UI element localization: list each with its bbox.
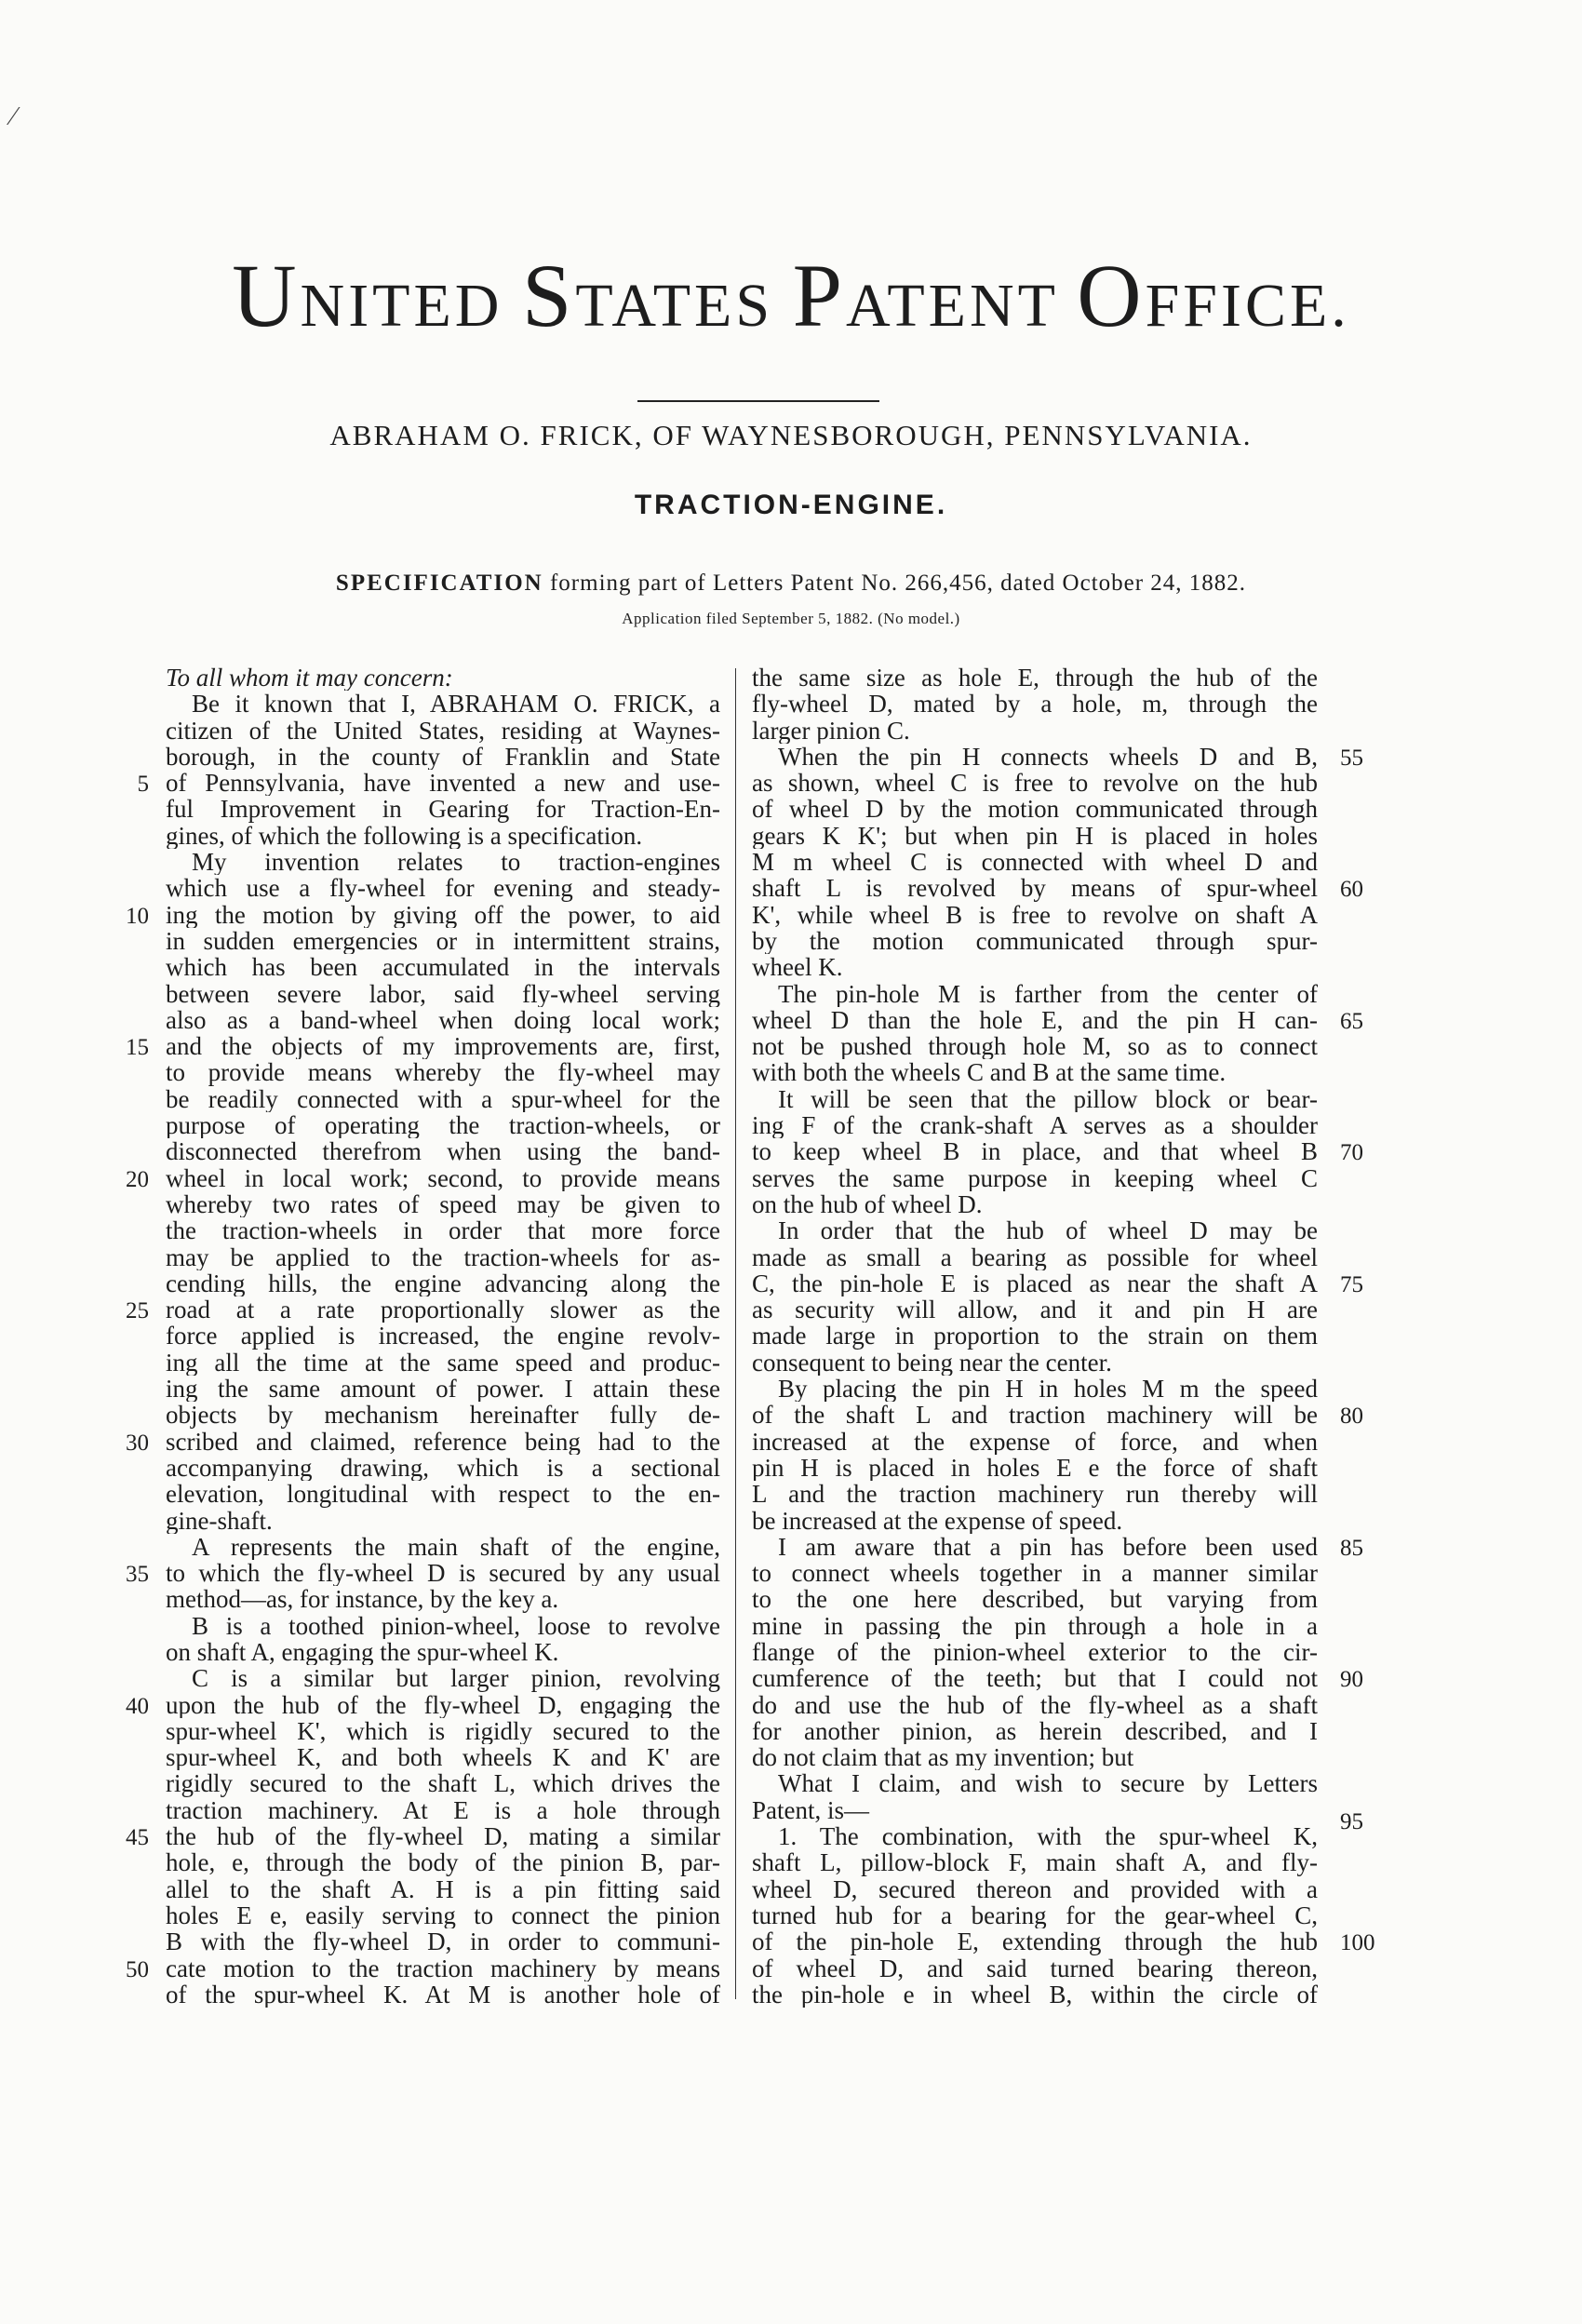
text-line: wheel K.: [752, 954, 843, 981]
line-number: 95: [1340, 1809, 1363, 1835]
text-line: To all whom it may concern:: [166, 665, 453, 692]
text-line: I am aware that a pin has before been used: [778, 1533, 1318, 1561]
text-line: by the motion communicated through spur-: [752, 927, 1318, 955]
text-line: wheel D, secured thereon and provided with a: [752, 1875, 1318, 1902]
text-line: K', while wheel B is free to revolve on shaft A: [752, 901, 1318, 928]
text-line: elevation, longitudinal with respect to the en-: [166, 1481, 720, 1508]
text-line: gears K K'; but when pin H is placed in holes: [752, 822, 1318, 850]
text-line: Patent, is—: [752, 1796, 869, 1824]
text-line: for another pinion, as herein described, and I: [752, 1717, 1318, 1745]
text-line: In order that the hub of wheel D may be: [778, 1217, 1318, 1244]
text-line: to connect wheels together in a manner similar: [752, 1560, 1318, 1587]
text-line: serves the same purpose in keeping wheel C: [752, 1164, 1318, 1191]
text-line: B with the fly-wheel D, in order to communi-: [166, 1928, 720, 1955]
title-divider-rule: [637, 400, 879, 402]
text-line: to which the fly-wheel D is secured by any usual: [166, 1560, 720, 1587]
text-line: also as a band-wheel when doing local work;: [166, 1006, 720, 1034]
text-line: When the pin H connects wheels D and B,: [778, 743, 1318, 771]
office-title-cap: U: [232, 246, 301, 345]
text-line: be increased at the expense of speed.: [752, 1507, 1123, 1534]
text-line: do not claim that as my invention; but: [752, 1744, 1134, 1771]
line-number: 5: [137, 772, 149, 798]
line-number: 100: [1340, 1930, 1375, 1956]
text-line: rigidly secured to the shaft L, which drives the: [166, 1770, 720, 1797]
line-number: 10: [126, 903, 149, 929]
line-number: 55: [1340, 745, 1363, 771]
text-line: What I claim, and wish to secure by Letters: [778, 1770, 1318, 1797]
text-line: Be it known that I, ABRAHAM O. FRICK, a: [192, 691, 720, 718]
text-line: ful Improvement in Gearing for Traction-En-: [166, 796, 720, 823]
text-line: ing the same amount of power. I attain these: [166, 1376, 720, 1403]
application-filed-line: Application filed September 5, 1882. (No model.): [622, 610, 960, 627]
text-line: fly-wheel D, mated by a hole, m, through the: [752, 691, 1318, 718]
line-number: 45: [126, 1825, 149, 1851]
text-line: M m wheel C is connected with wheel D and: [752, 849, 1318, 876]
line-number: 80: [1340, 1404, 1363, 1430]
right-text-column: [752, 665, 1318, 2008]
line-number: 40: [126, 1693, 149, 1719]
text-line: disconnected therefrom when using the band-: [166, 1138, 720, 1165]
text-line: as security will allow, and it and pin H are: [752, 1296, 1318, 1323]
text-line: consequent to being near the center.: [752, 1349, 1112, 1377]
text-line: wheel in local work; second, to provide means: [166, 1164, 720, 1191]
text-line: as shown, wheel C is free to revolve on the hub: [752, 770, 1318, 797]
text-line: on shaft A, engaging the spur-wheel K.: [166, 1638, 559, 1666]
text-line: in sudden emergencies or in intermittent strains,: [166, 927, 720, 955]
text-line: to the one here described, but varying from: [752, 1586, 1318, 1613]
text-line: citizen of the United States, residing at Waynes-: [166, 717, 720, 744]
text-line: purpose of operating the traction-wheels, or: [166, 1112, 720, 1139]
office-title-cap: O: [1077, 246, 1146, 345]
text-line: the traction-wheels in order that more force: [166, 1217, 720, 1244]
line-number: 85: [1340, 1535, 1363, 1561]
specification-line: [0, 571, 1582, 597]
text-line: allel to the shaft A. H is a pin fitting said: [166, 1875, 720, 1902]
text-line: flange of the pinion-wheel exterior to the cir-: [752, 1638, 1318, 1666]
line-number: 35: [126, 1562, 149, 1588]
text-line: cumference of the teeth; but that I could not: [752, 1665, 1318, 1692]
subject-title: TRACTION-ENGINE.: [634, 490, 948, 520]
margin-pencil-mark: ⁄: [11, 102, 16, 131]
office-title-cap: S: [521, 246, 576, 345]
text-line: which has been accumulated in the intervals: [166, 954, 720, 981]
office-title-word-4: [1077, 246, 1350, 345]
text-line: of Pennsylvania, have invented a new and use-: [166, 770, 720, 797]
text-line: pin H is placed in holes E e the force of shaft: [752, 1454, 1318, 1482]
text-line: of wheel D, and said turned bearing thereon,: [752, 1955, 1318, 1981]
line-number: 70: [1340, 1140, 1363, 1166]
office-title: [0, 244, 1582, 347]
text-line: with both the wheels C and B at the same time.: [752, 1059, 1227, 1086]
text-line: accompanying drawing, which is a sectional: [166, 1454, 720, 1482]
text-line: spur-wheel K, and both wheels K and K' are: [166, 1744, 720, 1771]
line-number: 60: [1340, 877, 1363, 903]
line-number: 25: [126, 1298, 149, 1324]
line-number: 90: [1340, 1667, 1363, 1693]
text-line: wheel D than the hole E, and the pin H can-: [752, 1006, 1318, 1034]
text-line: of the pin-hole E, extending through the hub: [752, 1928, 1318, 1955]
text-line: mine in passing the pin through a hole in a: [752, 1612, 1318, 1639]
text-line: not be pushed through hole M, so as to connect: [752, 1033, 1318, 1060]
line-number: 65: [1340, 1008, 1363, 1034]
text-line: ing all the time at the same speed and produc-: [166, 1349, 720, 1377]
text-line: may be applied to the traction-wheels for as-: [166, 1243, 720, 1270]
text-line: ing F of the crank-shaft A serves as a shoulder: [752, 1112, 1318, 1139]
office-title-word-1: [232, 246, 522, 345]
office-title-rest: TATES: [575, 272, 793, 340]
text-line: gine-shaft.: [166, 1507, 273, 1534]
text-line: and the objects of my improvements are, first,: [166, 1033, 720, 1060]
text-line: the pin-hole e in wheel B, within the circle of: [752, 1981, 1318, 2008]
inventor-line: ABRAHAM O. FRICK, OF WAYNESBOROUGH, PENNSYLVANIA.: [329, 419, 1253, 451]
line-number: 75: [1340, 1271, 1363, 1297]
office-title-cap: P: [792, 246, 846, 345]
text-line: borough, in the county of Franklin and State: [166, 743, 720, 771]
text-line: whereby two rates of speed may be given to: [166, 1190, 720, 1218]
text-line: traction machinery. At E is a hole through: [166, 1796, 720, 1824]
text-line: increased at the expense of force, and when: [752, 1428, 1318, 1455]
text-line: be readily connected with a spur-wheel for the: [166, 1085, 720, 1113]
specification-lead: SPECIFICATION: [335, 571, 543, 596]
text-line: cending hills, the engine advancing along the: [166, 1269, 720, 1297]
text-line: hole, e, through the body of the pinion B, par-: [166, 1849, 720, 1876]
office-title-rest: ATENT: [845, 272, 1078, 340]
text-line: A represents the main shaft of the engine,: [192, 1533, 720, 1561]
line-number: 15: [126, 1035, 149, 1061]
text-line: gines, of which the following is a specification.: [166, 822, 643, 850]
text-line: larger pinion C.: [752, 717, 910, 744]
text-line: the same size as hole E, through the hub of the: [752, 665, 1318, 692]
text-line: to provide means whereby the fly-wheel may: [166, 1059, 720, 1086]
text-line: shaft L is revolved by means of spur-wheel: [752, 875, 1318, 902]
text-line: L and the traction machinery run thereby will: [752, 1481, 1318, 1508]
text-line: 1. The combination, with the spur-wheel K,: [778, 1823, 1318, 1850]
text-line: My invention relates to traction-engines: [192, 849, 720, 876]
text-line: of the spur-wheel K. At M is another hole of: [166, 1981, 720, 2008]
line-number: 20: [126, 1166, 149, 1192]
text-line: objects by mechanism hereinafter fully de-: [166, 1402, 720, 1429]
text-line: method—as, for instance, by the key a.: [166, 1586, 559, 1613]
text-line: spur-wheel K', which is rigidly secured to the: [166, 1717, 720, 1745]
line-number: 50: [126, 1956, 149, 1982]
text-line: scribed and claimed, reference being had to the: [166, 1428, 720, 1455]
text-line: B is a toothed pinion-wheel, loose to revolve: [192, 1612, 720, 1639]
text-line: force applied is increased, the engine revolv-: [166, 1323, 720, 1350]
text-line: upon the hub of the fly-wheel D, engaging the: [166, 1691, 720, 1718]
text-line: ing the motion by giving off the power, to aid: [166, 901, 720, 928]
specification-text: forming part of Letters Patent No. 266,456, dated October 24, 1882.: [549, 571, 1247, 596]
text-line: made as small a bearing as possible for wheel: [752, 1243, 1318, 1270]
text-line: C is a similar but larger pinion, revolving: [192, 1665, 720, 1692]
text-line: made large in proportion to the strain on them: [752, 1323, 1318, 1350]
office-title-rest: NITED: [300, 272, 522, 340]
text-line: turned hub for a bearing for the gear-wheel C,: [752, 1901, 1318, 1929]
text-line: By placing the pin H in holes M m the speed: [778, 1376, 1318, 1403]
text-line: on the hub of wheel D.: [752, 1190, 983, 1218]
left-text-column: [166, 665, 720, 2008]
text-line: of wheel D by the motion communicated through: [752, 796, 1318, 823]
text-line: do and use the hub of the fly-wheel as a shaft: [752, 1691, 1318, 1718]
text-line: C, the pin-hole E is placed as near the shaft A: [752, 1269, 1318, 1297]
text-line: shaft L, pillow-block F, main shaft A, and fly-: [752, 1849, 1318, 1876]
office-title-word-2: [521, 246, 793, 345]
office-title-word-3: [792, 246, 1078, 345]
text-line: to keep wheel B in place, and that wheel B: [752, 1138, 1318, 1165]
line-number: 30: [126, 1430, 149, 1456]
text-line: The pin-hole M is farther from the center of: [778, 980, 1318, 1007]
text-line: It will be seen that the pillow block or bear-: [778, 1085, 1318, 1113]
office-title-rest: FFICE.: [1145, 272, 1350, 340]
text-line: which use a fly-wheel for evening and steady-: [166, 875, 720, 902]
text-line: cate motion to the traction machinery by means: [166, 1955, 720, 1981]
text-line: holes E e, easily serving to connect the pinion: [166, 1901, 720, 1929]
column-divider: [735, 668, 736, 1999]
text-line: the hub of the fly-wheel D, mating a similar: [166, 1823, 720, 1850]
text-line: road at a rate proportionally slower as the: [166, 1296, 720, 1323]
text-line: between severe labor, said fly-wheel serving: [166, 980, 720, 1007]
text-line: of the shaft L and traction machinery will be: [752, 1402, 1318, 1429]
